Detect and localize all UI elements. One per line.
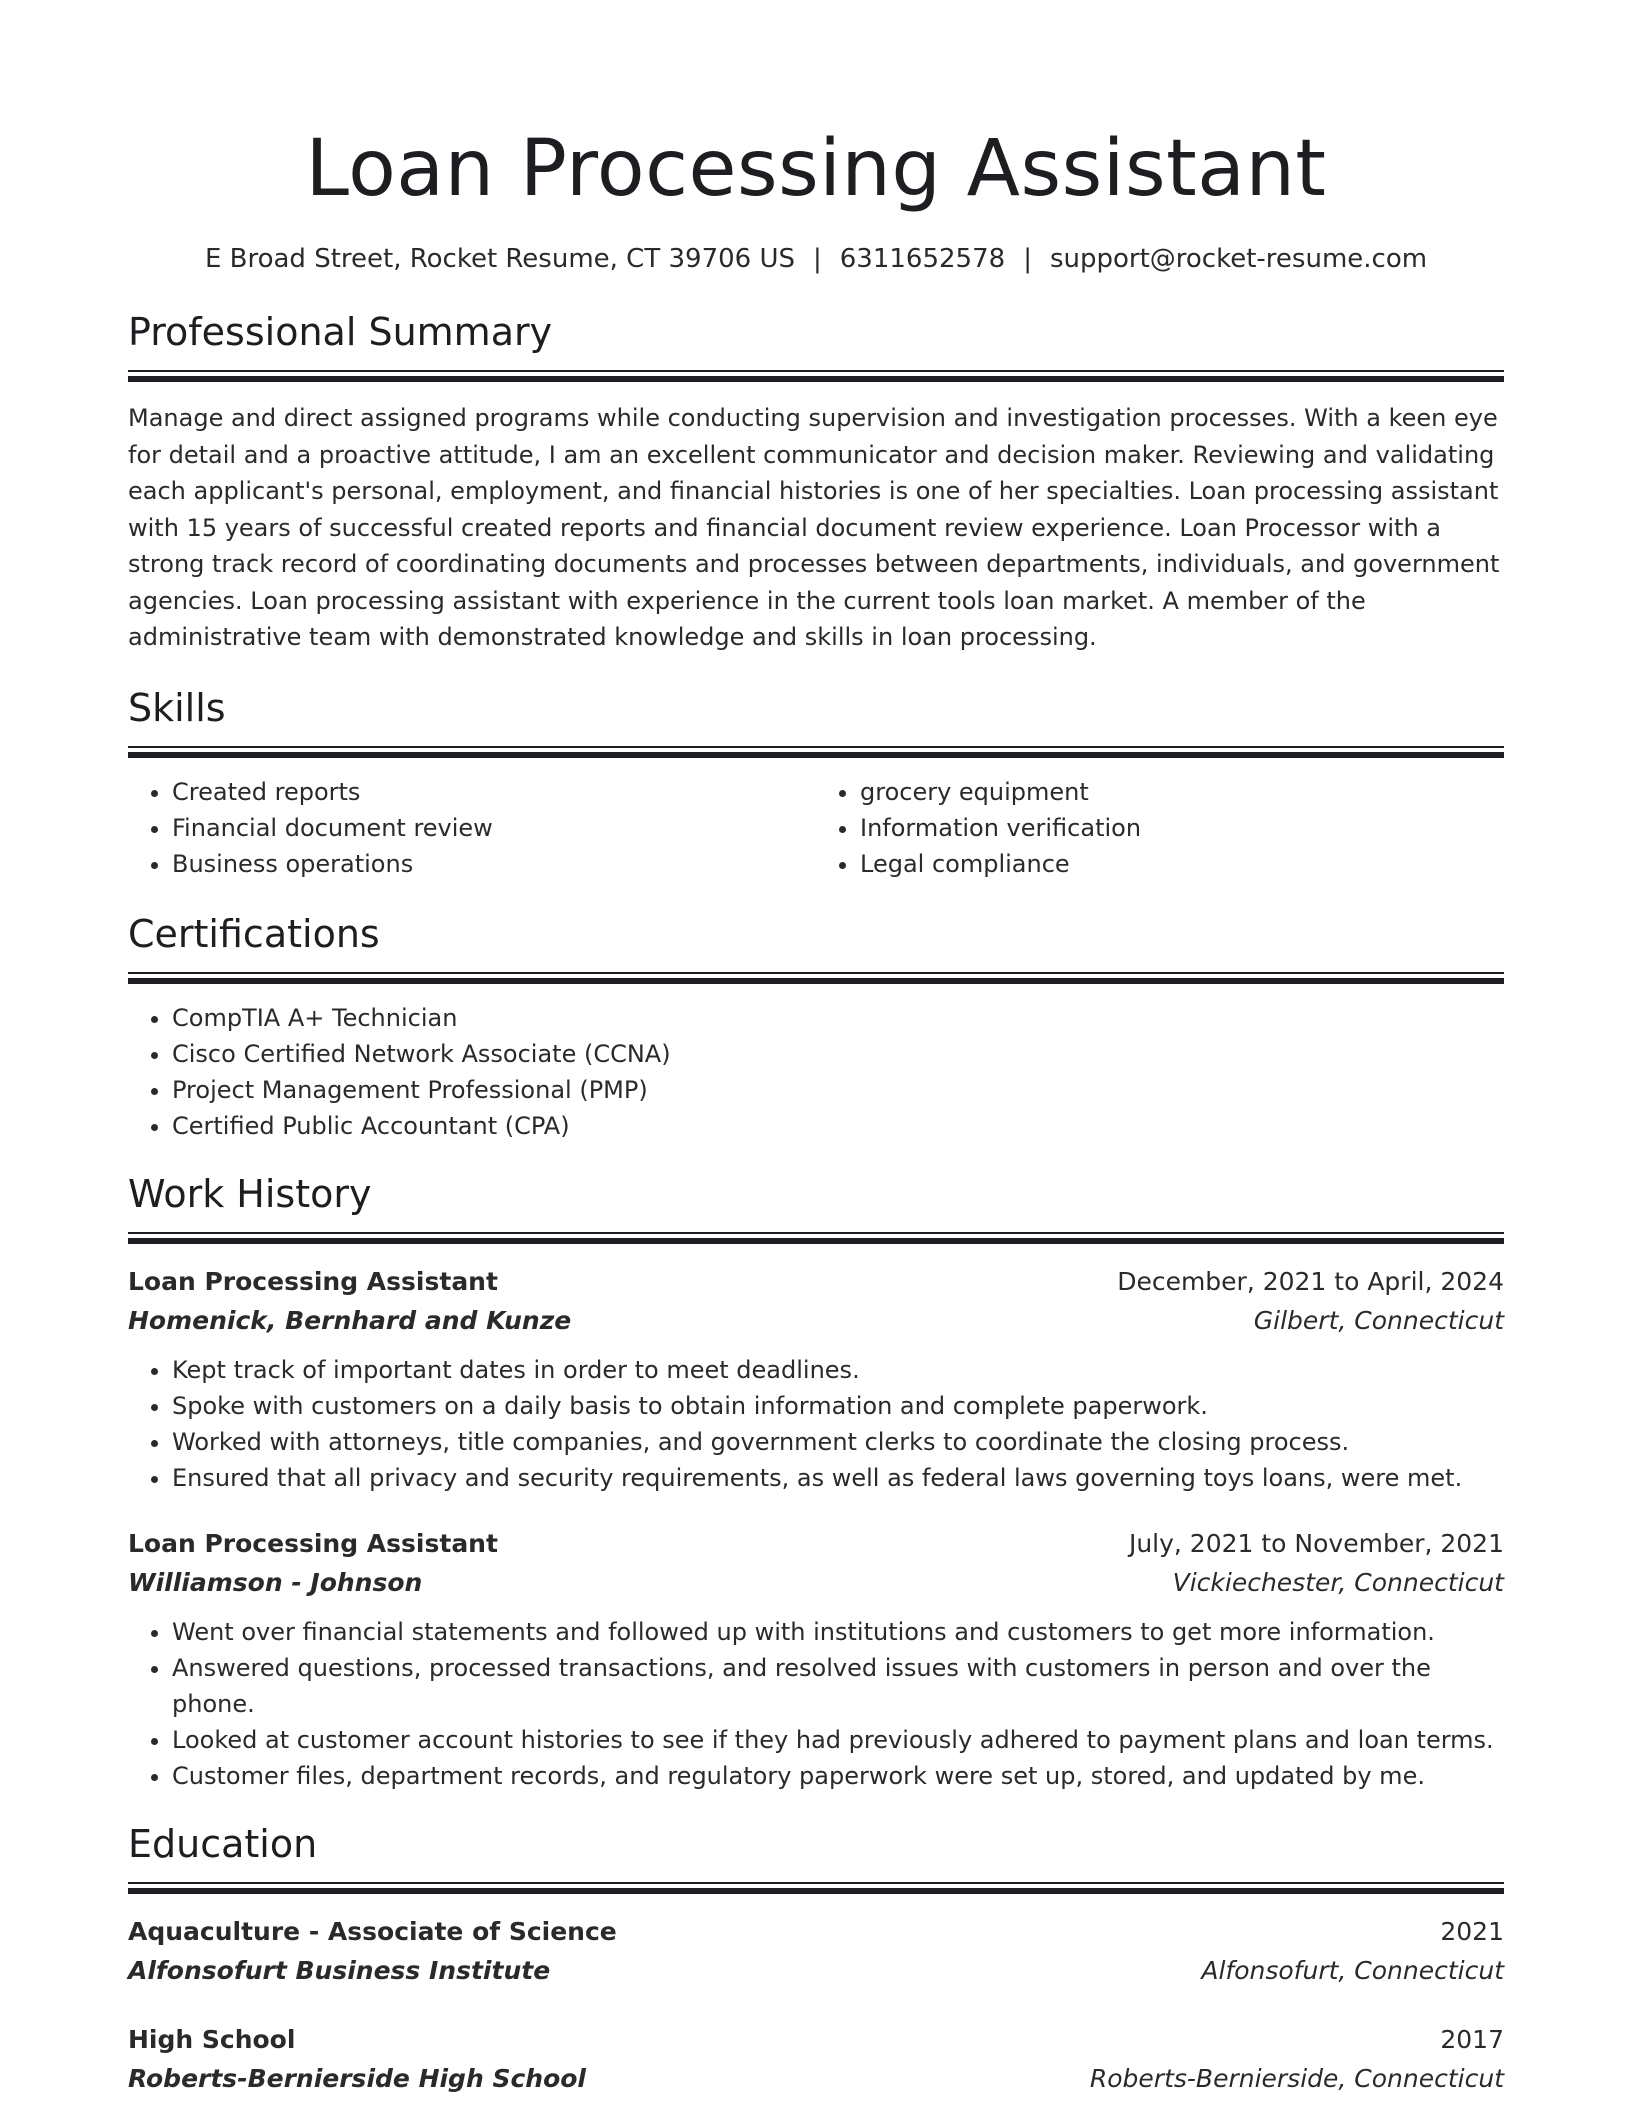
education-school-row [128, 1951, 1504, 1990]
summary-section [128, 308, 1504, 656]
job-title: Loan Processing Assistant [128, 1266, 498, 1296]
section-divider [128, 1882, 1504, 1894]
job-bullet: • Worked with attorneys, title companies, and government clerks to coordinate the closing process. [172, 1424, 1504, 1460]
job-location: Gilbert, Connecticut [1253, 1305, 1504, 1335]
certification-item: • Project Management Professional (PMP) [172, 1072, 1504, 1108]
skill-item: • Financial document review [172, 810, 816, 846]
job-bullet: • Went over financial statements and followed up with institutions and customers to get more information. [172, 1614, 1504, 1650]
section-divider [128, 370, 1504, 382]
education-degree: High School [128, 2024, 296, 2054]
section-title-certifications: Certifications [128, 911, 380, 956]
education-section [128, 1820, 1504, 2098]
education-entry [128, 1912, 1504, 1990]
work-section [128, 1170, 1504, 1794]
job-bullet: • Spoke with customers on a daily basis to obtain information and complete paperwork. [172, 1388, 1504, 1424]
contact-address: E Broad Street, Rocket Resume, CT 39706 US [204, 244, 795, 274]
section-divider [128, 746, 1504, 758]
section-divider [128, 972, 1504, 984]
certification-item: • Certified Public Accountant (CPA) [172, 1108, 1504, 1144]
skills-list-left [128, 774, 816, 882]
contact-separator: | [813, 244, 822, 274]
skills-list-right [816, 774, 1504, 882]
job-header-row [128, 1524, 1504, 1563]
job-title: Loan Processing Assistant [128, 1528, 498, 1558]
summary-text: Manage and direct assigned programs while conducting supervision and investigation processes. With a keen eye for detail and a proactive attitude, I am an excellent communicator and decision maker. Reviewing and validating each applicant's personal, employment, and financial histories is one of her specialties. Loan processing assistant with 15 years of successful created reports and financial document review experience. Loan Processor with a strong track record of coordinating documents and processes between departments, individuals, and government agencies. Loan processing assistant with experience in the current tools loan market. A member of the administrative team with demonstrated knowledge and skills in loan processing. [128, 404, 1500, 651]
contact-phone: 6311652578 [839, 244, 1006, 274]
contact-line [128, 242, 1504, 276]
job-company: Homenick, Bernhard and Kunze [128, 1305, 572, 1335]
skills-section [128, 684, 1504, 882]
job-dates: July, 2021 to November, 2021 [1128, 1528, 1504, 1558]
section-title-summary: Professional Summary [128, 310, 553, 354]
contact-email: support@rocket-resume.com [1049, 244, 1428, 274]
job-location: Vickiechester, Connecticut [1172, 1567, 1504, 1597]
education-entry [128, 2020, 1504, 2098]
certifications-section [128, 910, 1504, 1144]
section-title-work: Work History [128, 1171, 372, 1216]
job-bullets [128, 1614, 1504, 1794]
job-bullet: • Kept track of important dates in order to meet deadlines. [172, 1352, 1504, 1388]
skill-item: • Information verification [860, 810, 1504, 846]
job-bullet: • Ensured that all privacy and security requirements, as well as federal laws governing toys loans, were met. [172, 1460, 1504, 1496]
resume-name: Loan Processing Assistant [305, 124, 1327, 214]
education-header-row [128, 1912, 1504, 1951]
job-dates: December, 2021 to April, 2024 [1117, 1266, 1504, 1296]
job-bullet: • Customer files, department records, and regulatory paperwork were set up, stored, and updated by me. [172, 1758, 1504, 1794]
education-header-row [128, 2020, 1504, 2059]
section-title-skills: Skills [128, 685, 226, 730]
skill-item: • grocery equipment [860, 774, 1504, 810]
education-school-row [128, 2059, 1504, 2098]
job-entry [128, 1524, 1504, 1794]
job-company-row [128, 1563, 1504, 1602]
contact-separator: | [1023, 244, 1032, 274]
job-bullet: • Looked at customer account histories to see if they had previously adhered to payment plans and loan terms. [172, 1722, 1504, 1758]
education-location: Roberts-Bernierside, Connecticut [1089, 2063, 1504, 2093]
education-school: Alfonsofurt Business Institute [128, 1955, 551, 1985]
skill-item: • Legal compliance [860, 846, 1504, 882]
education-location: Alfonsofurt, Connecticut [1201, 1955, 1504, 1985]
education-school: Roberts-Bernierside High School [128, 2063, 586, 2093]
job-company: Williamson - Johnson [128, 1567, 423, 1597]
job-company-row [128, 1301, 1504, 1340]
skills-grid [128, 774, 1504, 882]
skill-item: • Business operations [172, 846, 816, 882]
job-header-row [128, 1262, 1504, 1301]
section-title-education: Education [128, 1821, 318, 1866]
certification-item: • CompTIA A+ Technician [172, 1000, 1504, 1036]
job-bullet: • Answered questions, processed transactions, and resolved issues with customers in person and over the phone. [172, 1650, 1504, 1722]
education-year: 2021 [1440, 1916, 1504, 1946]
skill-item: • Created reports [172, 774, 816, 810]
job-bullets [128, 1352, 1504, 1496]
certification-item: • Cisco Certified Network Associate (CCNA) [172, 1036, 1504, 1072]
job-entry [128, 1262, 1504, 1496]
certifications-list [128, 1000, 1504, 1144]
education-degree: Aquaculture - Associate of Science [128, 1916, 617, 1946]
section-divider [128, 1232, 1504, 1244]
education-year: 2017 [1440, 2024, 1504, 2054]
